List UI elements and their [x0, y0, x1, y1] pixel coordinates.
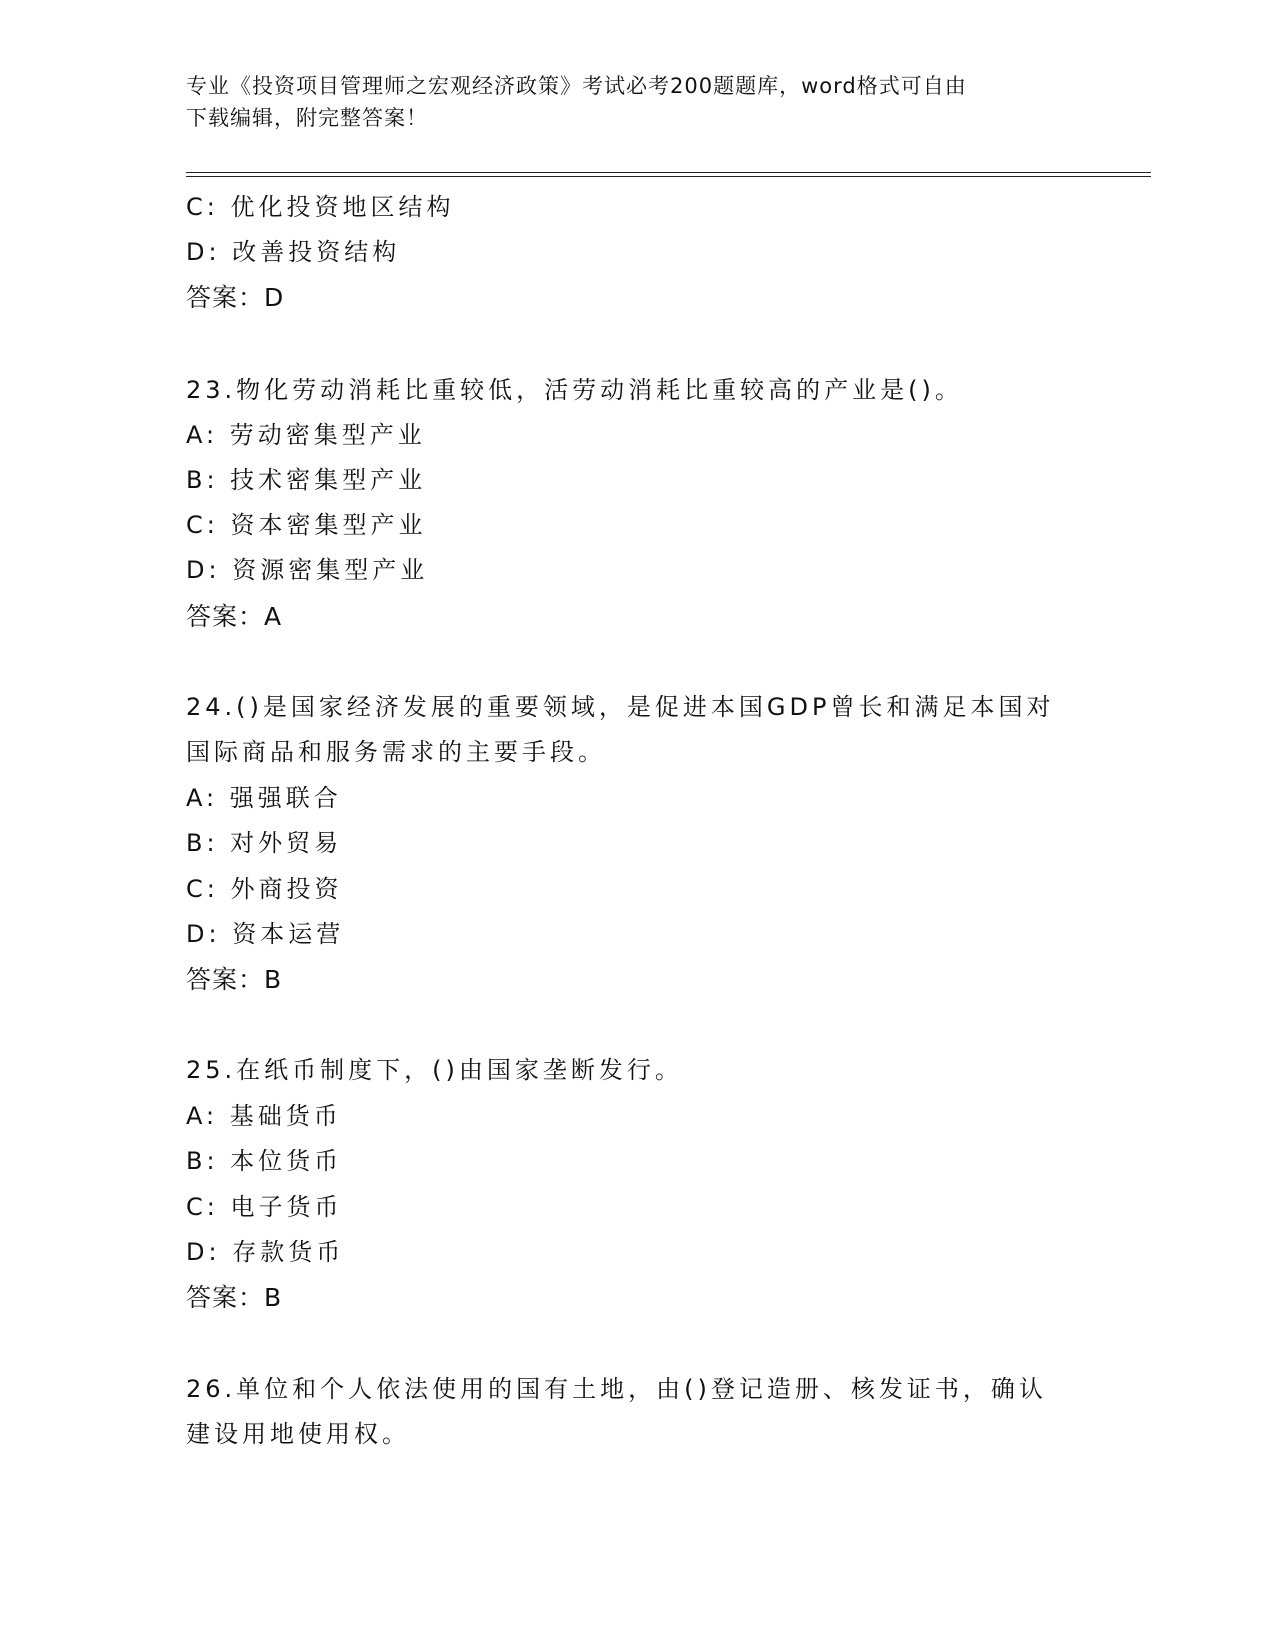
question-line: 26.单位和个人依法使用的国有土地，由()登记造册、核发证书，确认 [186, 1375, 1047, 1403]
option-line: B: 技术密集型产业 [186, 466, 427, 494]
option-line: D: 资本运营 [186, 920, 345, 948]
option-line: D: 资源密集型产业 [186, 556, 429, 584]
option-line: C: 资本密集型产业 [186, 511, 427, 539]
answer-line: 答案：D [186, 283, 285, 312]
option-line: A: 强强联合 [186, 784, 342, 812]
answer-line: 答案：B [186, 965, 283, 994]
option-line: A: 劳动密集型产业 [186, 421, 426, 449]
answer-line: 答案：A [186, 602, 283, 631]
answer-line: 答案：B [186, 1283, 283, 1312]
question-line: 国际商品和服务需求的主要手段。 [186, 738, 606, 766]
option-line: A: 基础货币 [186, 1102, 342, 1130]
header-text-line-1: 专业《投资项目管理师之宏观经济政策》考试必考200题题库，word格式可自由 [186, 74, 967, 98]
question-line: 24.()是国家经济发展的重要领域，是促进本国GDP曾长和满足本国对 [186, 693, 1055, 721]
question-line: 25.在纸币制度下，()由国家垄断发行。 [186, 1056, 683, 1084]
option-line: B: 对外贸易 [186, 829, 343, 857]
option-line: C: 电子货币 [186, 1193, 343, 1221]
question-line: 23.物化劳动消耗比重较低，活劳动消耗比重较高的产业是()。 [186, 376, 963, 404]
option-line: D: 存款货币 [186, 1238, 345, 1266]
header-rule-top [186, 172, 1151, 173]
header-rule-bottom [186, 176, 1151, 177]
option-line: C: 外商投资 [186, 875, 343, 903]
option-line: C: 优化投资地区结构 [186, 193, 455, 221]
question-line: 建设用地使用权。 [186, 1420, 410, 1448]
header-text-line-2: 下载编辑，附完整答案！ [186, 106, 428, 130]
option-line: D: 改善投资结构 [186, 238, 401, 266]
option-line: B: 本位货币 [186, 1147, 343, 1175]
